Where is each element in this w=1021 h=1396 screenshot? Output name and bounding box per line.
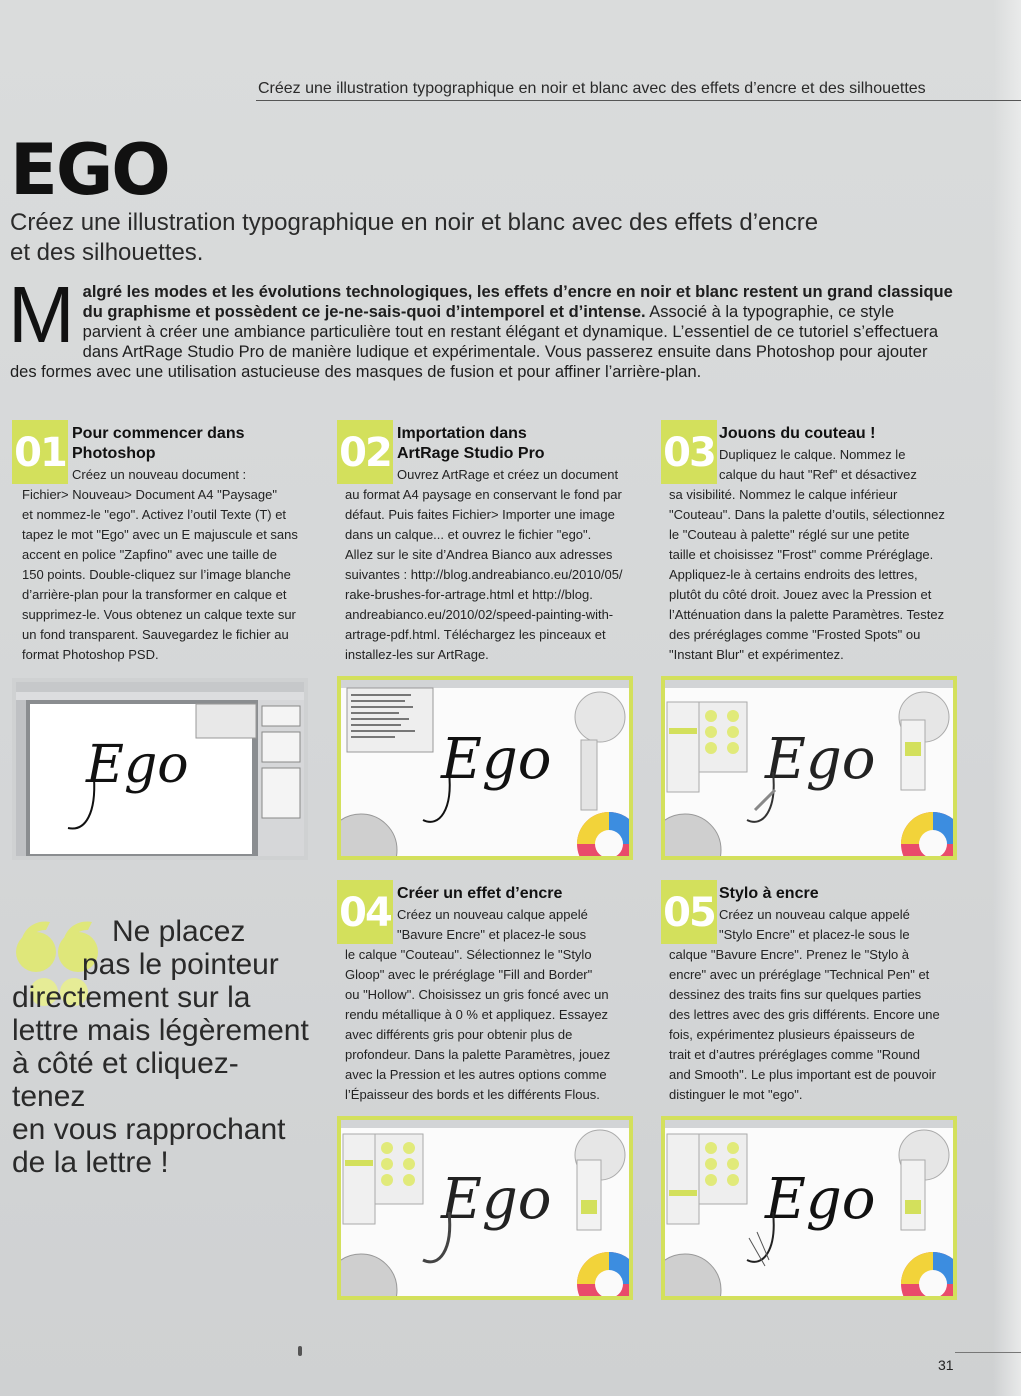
step-04 (337, 880, 637, 1110)
step-02-screenshot (337, 676, 633, 860)
step-number-badge: 02 (337, 420, 393, 484)
pull-quote-line: en vous rapprochant (12, 1113, 286, 1146)
step-body-line: installez-les sur ArtRage. (345, 647, 489, 662)
step-01 (12, 420, 312, 670)
step-title-line: Photoshop (72, 445, 156, 462)
step-body-line: "Instant Blur" et expérimentez. (669, 647, 844, 662)
page-number: 31 (938, 1357, 954, 1373)
step-body (22, 465, 312, 665)
step-body-line: rake-brushes-for-artrage.html et http://blog. (345, 587, 593, 602)
step-number-badge: 04 (337, 880, 393, 944)
step-body-line: au format A4 paysage en conservant le fond par (345, 487, 622, 502)
footer-rule (955, 1352, 1021, 1353)
step-body (345, 465, 637, 665)
running-header: Créez une illustration typographique en noir et blanc avec des effets d’encre et des silhouettes (258, 80, 926, 97)
step-title (72, 424, 312, 464)
pull-quote-line: Ne placez (112, 915, 246, 948)
step-body-line: plutôt du côté droit. Jouez avec la Pression et (669, 587, 932, 602)
step-title: Créer un effet d’encre (397, 885, 563, 902)
print-smudge (298, 1346, 302, 1356)
step-body-line: encre" avec un préréglage "Technical Pen" et (669, 967, 930, 982)
pull-quote-line: directement sur la (12, 981, 251, 1014)
step-02 (337, 420, 637, 670)
step-body-line: Créez un nouveau calque appelé (397, 907, 588, 922)
pull-quote (12, 915, 312, 1179)
step-title-line: Pour commencer dans (72, 425, 245, 442)
step-body-line: avec différents gris pour obtenir plus de (345, 1027, 573, 1042)
step-title: Jouons du couteau ! (719, 425, 876, 442)
step-body-line: l’Épaisseur des bords et les différents Flous. (345, 1087, 600, 1102)
step-body-line: trait et d’autres préréglages comme "Round (669, 1047, 921, 1062)
intro-paragraph (8, 270, 955, 382)
step-body-line: Dupliquez le calque. Nommez le (719, 447, 906, 462)
step-body-line: 150 points. Double-cliquez sur l’image blanche (22, 567, 291, 582)
step-body-line: Créez un nouveau calque appelé (719, 907, 910, 922)
step-body-line: fois, expérimentez plusieurs épaisseurs de (669, 1027, 915, 1042)
screenshot-ego-word: Ego (441, 727, 552, 792)
intro-text: Associé à la typographie, ce style parvient à créer une ambiance particulière tout en restant élégant et dynamique. L’essentiel de ce tutoriel s’effectuera dans ArtRage Studio Pro de manière ludique et expérimentale. Vous passerez ensuite dans Photoshop pour ajouter des formes avec une utilisation astucieuse des masques de fusion et pour affiner l’arrière-plan. (10, 303, 939, 381)
subtitle-line: Créez une illustration typographique en noir et blanc avec des effets d’encre (10, 209, 819, 236)
step-title-line: Importation dans (397, 425, 527, 442)
step-body-line: le calque "Couteau". Sélectionnez le "Stylo (345, 947, 592, 962)
drop-cap: M (8, 270, 75, 359)
step-body-line: tapez le mot "Ego" avec un E majuscule et sans (22, 527, 298, 542)
step-body-line: Créez un nouveau document : (72, 467, 247, 482)
step-title-line: ArtRage Studio Pro (397, 445, 545, 462)
step-04-screenshot (337, 1116, 633, 1300)
screenshot-ego-word: Ego (86, 735, 189, 795)
pull-quote-line: pas le pointeur (82, 948, 279, 981)
step-body-line: accent en police "Zapfino" avec une taille de (22, 547, 277, 562)
pull-quote-line: lettre mais légèrement (12, 1014, 309, 1047)
step-body-line: rendu métallique à 0 % et appliquez. Essayez (345, 1007, 609, 1022)
article-title: EGO (10, 129, 169, 211)
step-body-line: l’Atténuation dans la palette Paramètres. Testez (669, 607, 945, 622)
step-body (669, 445, 961, 665)
step-body-line: calque du haut "Ref" et désactivez (719, 467, 917, 482)
step-body-line: calque "Bavure Encre". Prenez le "Stylo à (669, 947, 910, 962)
subtitle-line: et des silhouettes. (10, 239, 204, 266)
step-body-line: Appliquez-le à certains endroits des lettres, (669, 567, 918, 582)
intro-bold-text: algré les modes et les évolutions technologiques, les effets d’encre en noir et blanc restent un grand classique du graphisme et possèdent ce je-ne-sais-quoi d’intemporel et d’intense. (82, 283, 953, 321)
step-number-badge: 01 (12, 420, 68, 484)
step-title (397, 424, 637, 464)
pull-quote-line: de la lettre ! (12, 1146, 169, 1179)
pull-quote-line: à côté et cliquez-tenez (12, 1047, 239, 1113)
step-03 (661, 420, 961, 670)
step-body-line: ou "Hollow". Choisissez un gris foncé avec un (345, 987, 609, 1002)
step-body-line: suivantes : http://blog.andreabianco.eu/2010/05/ (345, 567, 623, 582)
step-body-line: format Photoshop PSD. (22, 647, 159, 662)
header-rule (256, 100, 1021, 101)
step-body-line: des lettres avec des gris différents. Encore une (669, 1007, 940, 1022)
step-body-line: distinguer le mot "ego". (669, 1087, 803, 1102)
step-body-line: le "Couteau à palette" réglé sur une petite (669, 527, 910, 542)
screenshot-ego-word: Ego (441, 1167, 552, 1232)
step-05-screenshot (661, 1116, 957, 1300)
step-body-line: "Couteau". Dans la palette d’outils, sélectionnez (669, 507, 945, 522)
step-body-line: et nommez-le "ego". Activez l’outil Texte (T) et (22, 507, 287, 522)
article-subtitle (10, 208, 840, 268)
step-number-badge: 05 (661, 880, 717, 944)
step-05 (661, 880, 961, 1110)
step-body-line: Ouvrez ArtRage et créez un document (397, 467, 619, 482)
step-body-line: Fichier> Nouveau> Document A4 "Paysage" (22, 487, 277, 502)
page-edge-shade (993, 0, 1021, 1396)
step-body-line: un fond transparent. Sauvegardez le fichier au (22, 627, 289, 642)
step-body-line: avec la Pression et les autres options comme (345, 1067, 607, 1082)
step-body-line: andreabianco.eu/2010/02/speed-painting-with- (345, 607, 614, 622)
step-body-line: "Stylo Encre" et placez-le sous le (719, 927, 910, 942)
step-body-line: artrage-pdf.html. Téléchargez les pinceaux et (345, 627, 606, 642)
step-body-line: défaut. Puis faites Fichier> Importer une image (345, 507, 615, 522)
step-body-line: sa visibilité. Nommez le calque inférieur (669, 487, 898, 502)
step-body-line: des préréglages comme "Frosted Spots" ou (669, 627, 921, 642)
screenshot-ego-word: Ego (765, 727, 876, 792)
step-body-line: Gloop" avec le préréglage "Fill and Border" (345, 967, 593, 982)
step-03-screenshot (661, 676, 957, 860)
step-body (345, 905, 637, 1105)
step-body-line: and Smooth". Le plus important est de pouvoir (669, 1067, 936, 1082)
step-body-line: supprimez-le. Vous obtenez un calque texte sur (22, 607, 296, 622)
step-01-screenshot (12, 678, 308, 860)
step-number-badge: 03 (661, 420, 717, 484)
step-body-line: taille et choisissez "Frost" comme Préréglage. (669, 547, 934, 562)
step-body-line: d’arrière-plan pour la transformer en calque et (22, 587, 287, 602)
step-body-line: Allez sur le site d’Andrea Bianco aux adresses (345, 547, 613, 562)
screenshot-ego-word: Ego (765, 1167, 876, 1232)
step-body-line: "Bavure Encre" et placez-le sous (397, 927, 587, 942)
step-body-line: dessinez des traits fins sur quelques parties (669, 987, 922, 1002)
step-body-line: dans un calque... et ouvrez le fichier "ego". (345, 527, 592, 542)
step-body-line: profondeur. Dans la palette Paramètres, jouez (345, 1047, 611, 1062)
step-title: Stylo à encre (719, 885, 819, 902)
step-body (669, 905, 961, 1105)
